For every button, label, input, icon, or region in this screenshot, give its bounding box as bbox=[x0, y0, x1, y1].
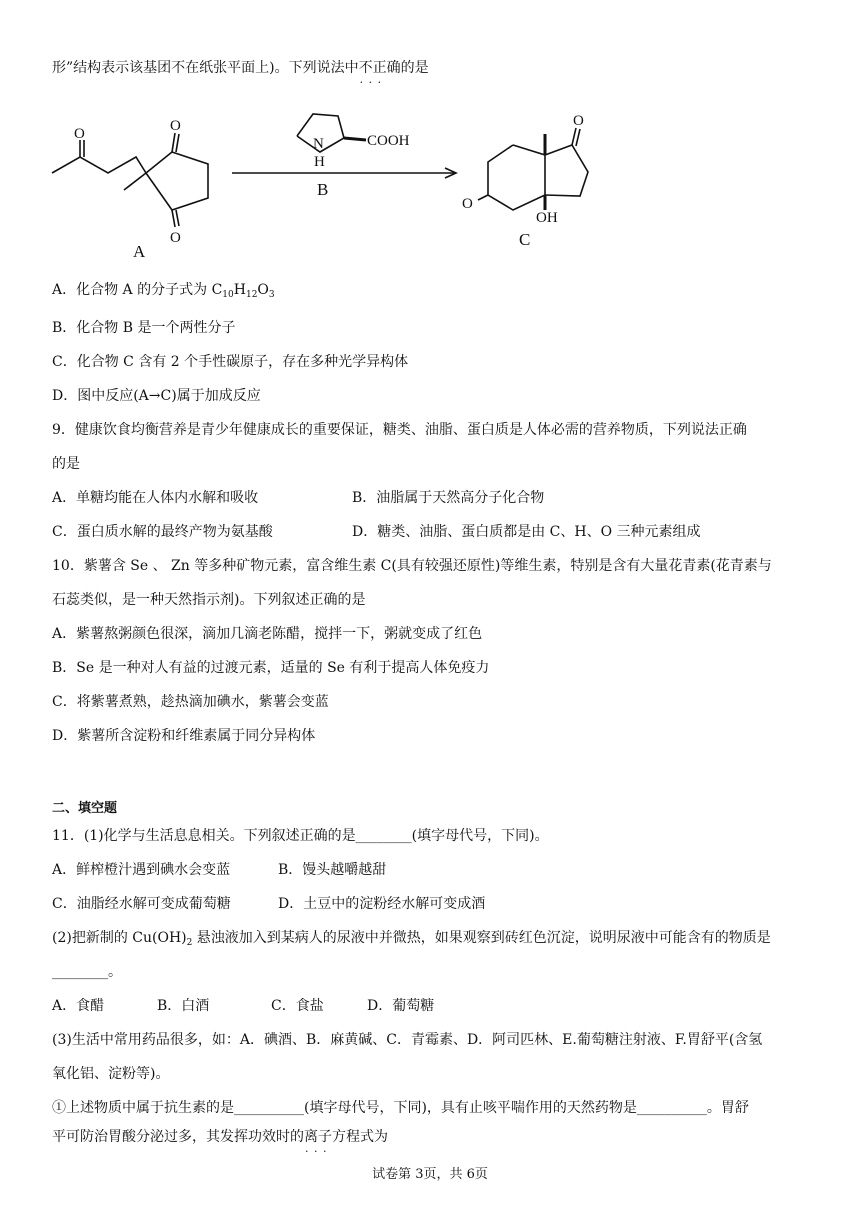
question-8-stem-tail bbox=[52, 58, 429, 78]
emphasis-not-correct: 不正确 · · · bbox=[359, 60, 401, 76]
reaction-arrow bbox=[232, 168, 456, 178]
q9-option-b: B．油脂属于天然高分子化合物 bbox=[352, 490, 545, 506]
q10-stem-line2: 石蕊类似，是一种天然指示剂)。下列叙述正确的是 bbox=[52, 592, 366, 608]
q9-option-d: D．糖类、油脂、蛋白质都是由 C、H、O 三种元素组成 bbox=[352, 524, 701, 540]
q8-option-d: D．图中反应(A→C)属于加成反应 bbox=[52, 388, 261, 404]
q11-part3-line1: (3)生活中常用药品很多，如：A．碘酒、B．麻黄碱、C．青霉素、D．阿司匹林、E.葡萄糖注射液、F.胃舒平(含氢 bbox=[52, 1032, 763, 1048]
q11-part1-option-c: C．油脂经水解可变成葡萄糖 bbox=[52, 896, 231, 912]
atom-oh: OH bbox=[536, 210, 558, 226]
label-b: B bbox=[317, 180, 329, 199]
q11-part3-line4: 平可防治胃酸分泌过多，其发挥功效时的离子方程式 · · ·为 bbox=[52, 1127, 388, 1147]
q11-part1-stem: 11．(1)化学与生活息息相关。下列叙述正确的是________(填字母代号，下同)。 bbox=[52, 828, 549, 844]
emphasis-ionic-equation: 离子方程式 · · · bbox=[304, 1129, 374, 1145]
stem-text: 形”结构表示该基团不在纸张平面上)。下列说法中 bbox=[52, 60, 359, 76]
atom-o: O bbox=[170, 230, 181, 246]
compound-b-structure bbox=[297, 114, 366, 152]
atom-o: O bbox=[170, 118, 181, 134]
q11-part2-option-d: D．葡萄糖 bbox=[367, 998, 435, 1014]
atom-n: N bbox=[313, 136, 324, 152]
label-a: A bbox=[133, 242, 146, 260]
q11-part1-option-b: B．馒头越嚼越甜 bbox=[278, 862, 387, 878]
q10-stem-line1: 10．紫薯含 Se 、 Zn 等多种矿物元素，富含维生素 C(具有较强还原性)等维生素，特别是含有大量花青素(花青素与 bbox=[52, 558, 772, 574]
q11-part2-option-b: B．白酒 bbox=[157, 998, 210, 1014]
q11-part2-option-a: A．食醋 bbox=[52, 998, 105, 1014]
compound-a-structure bbox=[52, 133, 208, 227]
q10-option-c: C．将紫薯煮熟，趁热滴加碘水，紫薯会变蓝 bbox=[52, 694, 329, 710]
atom-o: O bbox=[462, 196, 473, 212]
q9-option-a: A．单糖均能在人体内水解和吸收 bbox=[52, 490, 259, 506]
cooh-group: COOH bbox=[367, 133, 410, 149]
q11-part2-option-c: C．食盐 bbox=[271, 998, 324, 1014]
section-title: 二、填空题 bbox=[52, 801, 118, 816]
q11-part1-option-d: D．土豆中的淀粉经水解可变成酒 bbox=[278, 896, 486, 912]
page-footer: 试卷第 3页，共 6页 bbox=[372, 1167, 488, 1182]
q8-option-a: A．化合物 A 的分子式为 $C_{10}H_{12}O_3$ bbox=[52, 282, 275, 300]
compound-c-structure bbox=[478, 128, 588, 210]
q8-option-c: C．化合物 C 含有 2 个手性碳原子，存在多种光学异构体 bbox=[52, 354, 409, 370]
q11-part2-stem-line2: ________。 bbox=[52, 964, 122, 980]
q8-option-b: B．化合物 B 是一个两性分子 bbox=[52, 320, 236, 336]
q10-option-a: A．紫薯熬粥颜色很深，滴加几滴老陈醋，搅拌一下，粥就变成了红色 bbox=[52, 626, 483, 642]
q11-part1-option-a: A．鲜榨橙汁遇到碘水会变蓝 bbox=[52, 862, 231, 878]
q10-option-d: D．紫薯所含淀粉和纤维素属于同分异构体 bbox=[52, 728, 316, 744]
q11-part3-line2: 氧化铝、淀粉等)。 bbox=[52, 1066, 170, 1082]
q10-option-b: B．Se 是一种对人有益的过渡元素，适量的 Se 有利于提高人体免疫力 bbox=[52, 660, 490, 676]
q11-part3-line3: ①上述物质中属于抗生素的是__________(填字母代号，下同)，具有止咳平喘作用的天然药物是__________。胃舒 bbox=[52, 1100, 749, 1116]
q11-part2-stem-line1: (2)把新制的 $Cu(OH)_2$ 悬浊液加入到某病人的尿液中并微热，如果观察到砖红色沉淀，说明尿液中可能含有的物质是 bbox=[52, 930, 771, 948]
q9-stem-line2: 的是 bbox=[52, 456, 80, 472]
q9-option-c: C．蛋白质水解的最终产物为氨基酸 bbox=[52, 524, 273, 540]
atom-h: H bbox=[314, 154, 325, 170]
label-c: C bbox=[519, 230, 531, 249]
stem-tail-text: 的是 bbox=[400, 60, 429, 76]
atom-o: O bbox=[74, 126, 85, 142]
atom-o: O bbox=[573, 113, 584, 129]
reaction-scheme bbox=[0, 100, 860, 260]
q9-stem-line1: 9．健康饮食均衡营养是青少年健康成长的重要保证，糖类、油脂、蛋白质是人体必需的营养物质，下列说法正确 bbox=[52, 422, 747, 438]
